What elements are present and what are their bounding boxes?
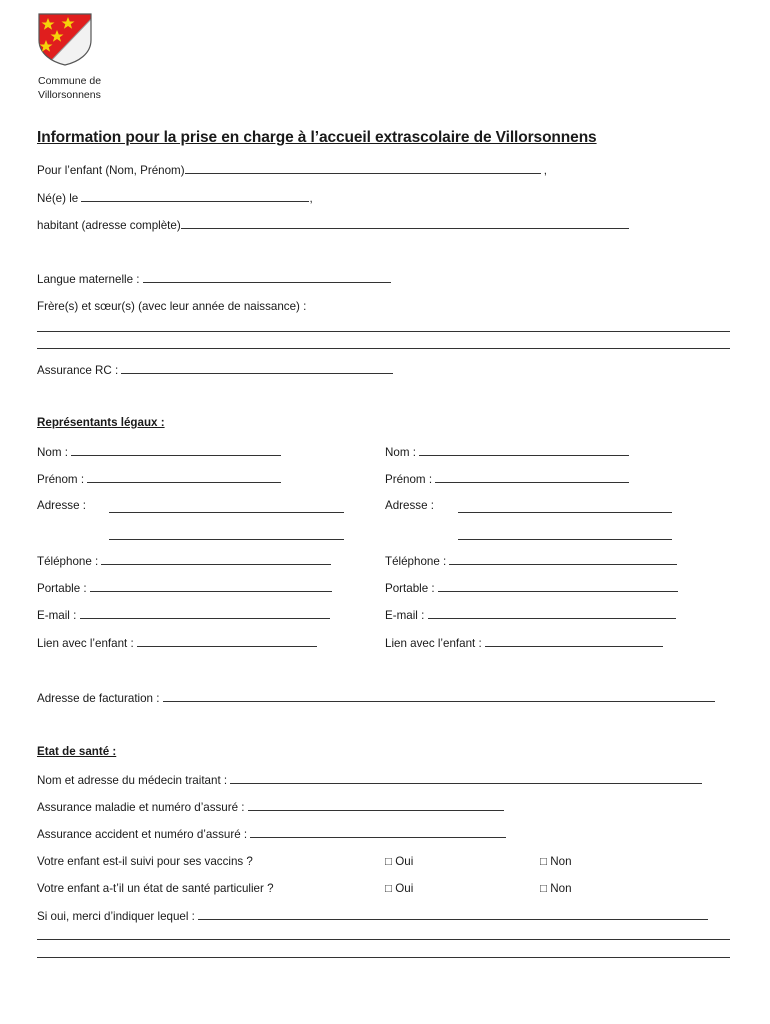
legal1-mobile-label: Portable : — [37, 582, 90, 595]
condition-details-label: Si oui, merci d’indiquer lequel : — [37, 910, 199, 923]
vaccine-no-label: Non — [550, 855, 572, 868]
legal2-address-label: Adresse : — [385, 499, 434, 512]
legal1-address-field-line-2[interactable] — [109, 539, 344, 540]
legal1-address-label: Adresse : — [37, 499, 86, 512]
health-heading: Etat de santé : — [37, 745, 117, 758]
legal1-firstname-label: Prénom : — [37, 473, 88, 486]
legal2-firstname-field[interactable] — [435, 471, 629, 483]
commune-name — [38, 74, 101, 102]
siblings-label: Frère(s) et sœur(s) (avec leur année de naissance) : — [37, 300, 307, 313]
legal1-name-row — [37, 444, 281, 461]
child-address-row — [37, 217, 629, 234]
legal1-relation-field[interactable] — [137, 635, 317, 647]
legal2-name-row — [385, 444, 629, 461]
siblings-field-line-1[interactable] — [37, 331, 730, 332]
condition-details-line-3[interactable] — [37, 957, 730, 958]
accident-insurance-field[interactable] — [250, 826, 506, 838]
sickness-insurance-label: Assurance maladie et numéro d’assuré : — [37, 801, 248, 814]
legal2-phone-label: Téléphone : — [385, 555, 450, 568]
condition-details-field[interactable] — [198, 908, 708, 920]
legal2-firstname-label: Prénom : — [385, 473, 436, 486]
legal1-address-row — [37, 498, 86, 514]
legal2-relation-row — [385, 635, 663, 652]
insurance-rc-field[interactable] — [121, 362, 393, 374]
vaccine-no-option[interactable] — [540, 854, 572, 870]
condition-question: Votre enfant a-t’il un état de santé particulier ? — [37, 882, 274, 895]
vaccine-question: Votre enfant est-il suivi pour ses vaccins ? — [37, 855, 253, 868]
child-name-row — [37, 162, 547, 179]
vaccine-no-checkbox[interactable]: □ — [540, 855, 548, 868]
language-row — [37, 271, 391, 288]
child-name-field[interactable] — [185, 162, 541, 174]
legal1-relation-label: Lien avec l’enfant : — [37, 637, 137, 650]
billing-label: Adresse de facturation : — [37, 692, 163, 705]
commune-line-1: Commune de — [38, 75, 102, 87]
child-birth-suffix: , — [309, 192, 313, 205]
legal1-name-label: Nom : — [37, 446, 72, 459]
condition-no-checkbox[interactable]: □ — [540, 882, 548, 895]
insurance-rc-row — [37, 362, 393, 379]
child-birth-row — [37, 190, 313, 207]
billing-row — [37, 690, 715, 707]
legal2-relation-field[interactable] — [485, 635, 663, 647]
commune-line-2: Villorsonnens — [38, 89, 101, 101]
child-address-label: habitant (adresse complète) — [37, 219, 181, 232]
sickness-insurance-field[interactable] — [248, 799, 504, 811]
siblings-row — [37, 299, 306, 315]
child-birth-field[interactable] — [81, 190, 309, 202]
doctor-field[interactable] — [230, 772, 702, 784]
legal1-email-field[interactable] — [80, 607, 330, 619]
legal1-firstname-row — [37, 471, 281, 488]
legal2-phone-row — [385, 553, 677, 570]
condition-no-option[interactable] — [540, 881, 572, 897]
vaccine-yes-option[interactable] — [385, 854, 413, 870]
legal1-address-field-line-1[interactable] — [109, 512, 344, 513]
child-address-field[interactable] — [181, 217, 629, 229]
child-birth-label: Né(e) le — [37, 192, 82, 205]
legal1-email-row — [37, 607, 330, 624]
condition-yes-checkbox[interactable]: □ — [385, 882, 393, 895]
legal-representatives-heading: Représentants légaux : — [37, 416, 165, 429]
legal2-email-field[interactable] — [428, 607, 676, 619]
legal2-firstname-row — [385, 471, 629, 488]
legal2-address-field-line-1[interactable] — [458, 512, 672, 513]
doctor-row — [37, 772, 702, 789]
legal2-address-row — [385, 498, 434, 514]
legal1-mobile-field[interactable] — [90, 580, 332, 592]
language-label: Langue maternelle : — [37, 273, 143, 286]
coat-of-arms-logo — [36, 12, 94, 66]
child-name-label: Pour l’enfant (Nom, Prénom) — [37, 164, 185, 177]
legal2-mobile-field[interactable] — [438, 580, 678, 592]
legal2-name-field[interactable] — [419, 444, 629, 456]
legal2-mobile-row — [385, 580, 678, 597]
legal1-firstname-field[interactable] — [87, 471, 281, 483]
condition-details-line-2[interactable] — [37, 939, 730, 940]
legal2-relation-label: Lien avec l’enfant : — [385, 637, 485, 650]
legal2-email-label: E-mail : — [385, 609, 428, 622]
legal1-relation-row — [37, 635, 317, 652]
vaccine-yes-label: Oui — [395, 855, 414, 868]
legal1-name-field[interactable] — [71, 444, 281, 456]
legal2-mobile-label: Portable : — [385, 582, 438, 595]
legal1-mobile-row — [37, 580, 332, 597]
legal1-phone-label: Téléphone : — [37, 555, 102, 568]
legal1-phone-field[interactable] — [101, 553, 331, 565]
condition-yes-label: Oui — [395, 882, 414, 895]
condition-yes-option[interactable] — [385, 881, 413, 897]
document-title: Information pour la prise en charge à l’accueil extrascolaire de Villorsonnens — [37, 129, 597, 146]
accident-insurance-label: Assurance accident et numéro d’assuré : — [37, 828, 251, 841]
legal1-phone-row — [37, 553, 331, 570]
legal1-email-label: E-mail : — [37, 609, 80, 622]
legal2-phone-field[interactable] — [449, 553, 677, 565]
child-name-suffix: , — [540, 164, 548, 177]
accident-insurance-row — [37, 826, 506, 843]
billing-field[interactable] — [163, 690, 715, 702]
condition-details-row — [37, 908, 708, 925]
sickness-insurance-row — [37, 799, 504, 816]
legal2-name-label: Nom : — [385, 446, 420, 459]
legal2-address-field-line-2[interactable] — [458, 539, 672, 540]
doctor-label: Nom et adresse du médecin traitant : — [37, 774, 231, 787]
siblings-field-line-2[interactable] — [37, 348, 730, 349]
condition-no-label: Non — [550, 882, 572, 895]
vaccine-yes-checkbox[interactable]: □ — [385, 855, 393, 868]
legal2-email-row — [385, 607, 676, 624]
language-field[interactable] — [143, 271, 391, 283]
insurance-rc-label: Assurance RC : — [37, 364, 122, 377]
